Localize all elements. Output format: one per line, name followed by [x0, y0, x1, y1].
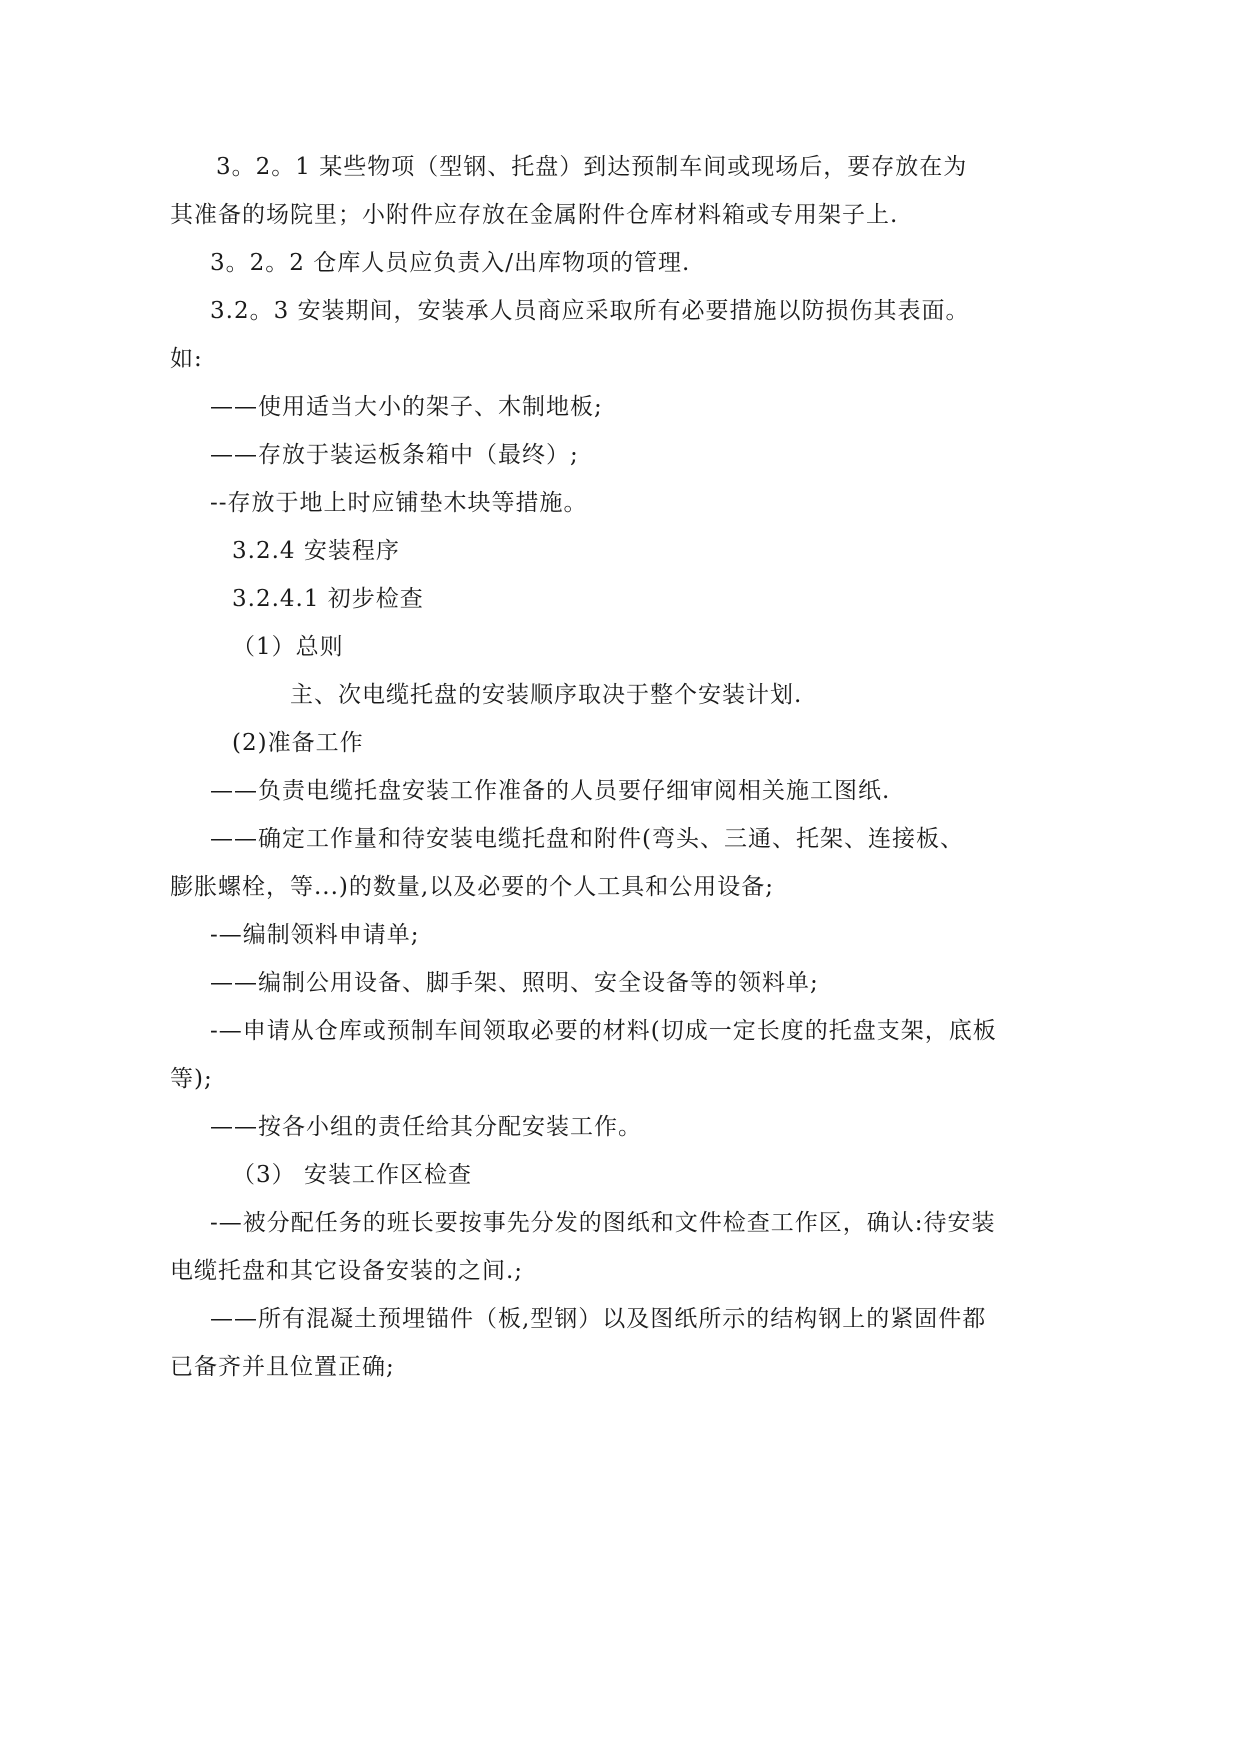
text-line: 3.2。3 安装期间，安装承人员商应采取所有必要措施以防损伤其表面。 [210, 298, 970, 324]
text-line: 3.2.4.1 初步检查 [232, 586, 424, 612]
text-line: 3.2.4 安装程序 [232, 538, 400, 564]
text-line: （3） 安装工作区检查 [232, 1162, 472, 1188]
text-line: 电缆托盘和其它设备安装的之间.; [170, 1258, 524, 1284]
text-line: ——确定工作量和待安装电缆托盘和附件(弯头、三通、托架、连接板、 [210, 826, 964, 852]
text-line: -—编制领料申请单; [210, 922, 420, 948]
text-line: --存放于地上时应铺垫木块等措施。 [210, 490, 588, 516]
text-line: ——存放于装运板条箱中（最终）; [210, 442, 579, 468]
text-line: 如: [170, 346, 203, 372]
text-line: 其准备的场院里；小附件应存放在金属附件仓库材料箱或专用架子上. [170, 202, 899, 228]
text-line: 主、次电缆托盘的安装顺序取决于整个安装计划. [290, 682, 803, 708]
text-line: ——编制公用设备、脚手架、照明、安全设备等的领料单; [210, 970, 819, 996]
text-line: -—申请从仓库或预制车间领取必要的材料(切成一定长度的托盘支架，底板 [210, 1018, 997, 1044]
text-line: ——使用适当大小的架子、木制地板; [210, 394, 603, 420]
text-line: 膨胀螺栓，等...)的数量,以及必要的个人工具和公用设备; [170, 874, 774, 900]
text-line: ——负责电缆托盘安装工作准备的人员要仔细审阅相关施工图纸. [210, 778, 891, 804]
text-line: ——所有混凝土预埋锚件（板,型钢）以及图纸所示的结构钢上的紧固件都 [210, 1306, 987, 1332]
text-line: 已备齐并且位置正确; [170, 1354, 395, 1380]
text-line: 等); [170, 1066, 213, 1092]
text-line: （1）总则 [232, 634, 344, 660]
text-line: -—被分配任务的班长要按事先分发的图纸和文件检查工作区，确认:待安装 [210, 1210, 996, 1236]
text-line: ——按各小组的责任给其分配安装工作。 [210, 1114, 642, 1140]
text-line: (2)准备工作 [232, 730, 364, 756]
text-line: 3。2。1 某些物项（型钢、托盘）到达预制车间或现场后，要存放在为 [216, 154, 968, 180]
text-line: 3。2。2 仓库人员应负责入/出库物项的管理. [210, 250, 691, 276]
